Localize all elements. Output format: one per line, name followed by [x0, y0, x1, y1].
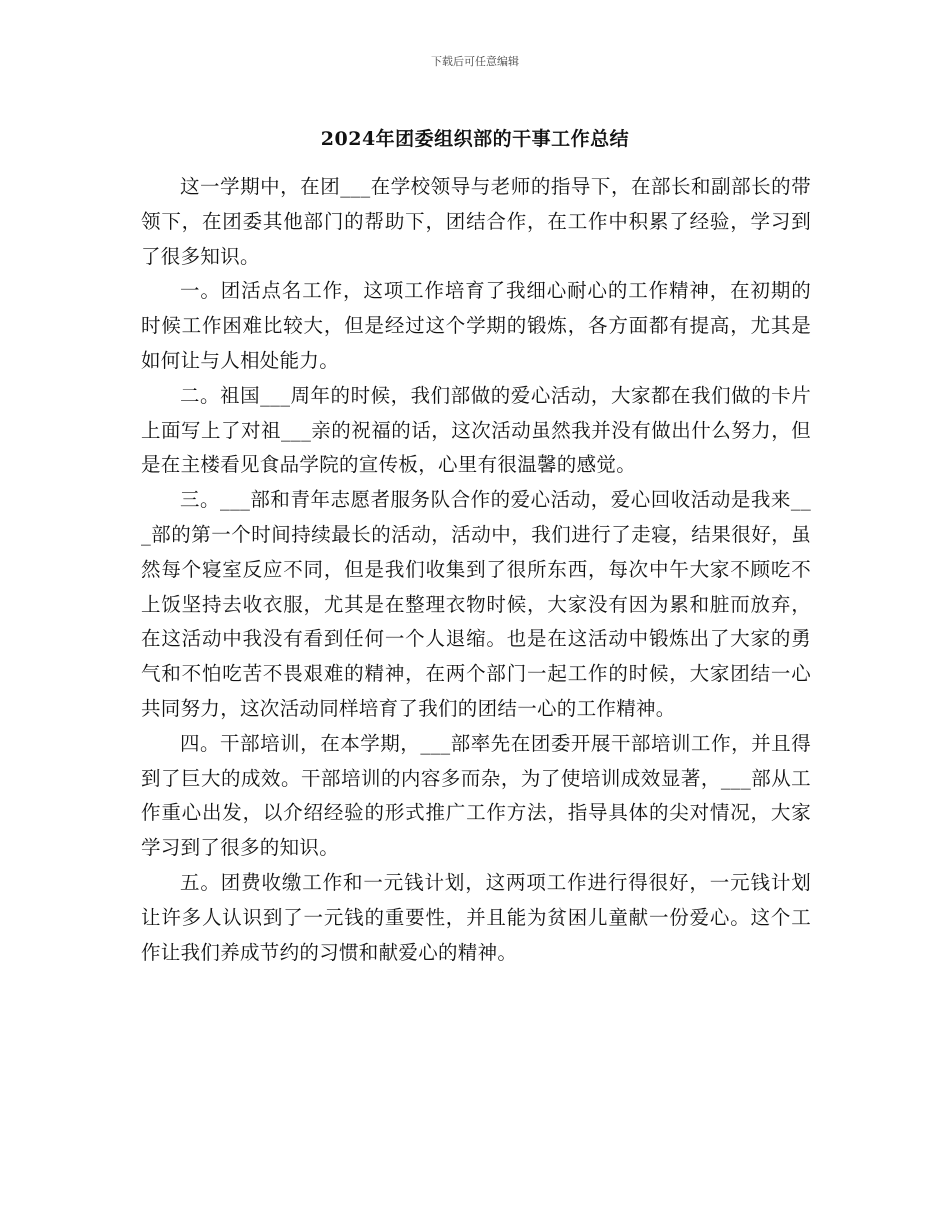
- header-note: 下载后可任意编辑: [431, 55, 519, 68]
- paragraph-item-2: 二。祖国___周年的时候，我们部做的爱心活动，大家都在我们做的卡片上面写上了对祖___亲的祝福的话，这次活动虽然我并没有做出什么努力，但是在主楼看见食品学院的宣传板，心里有很温馨的感觉。: [141, 383, 811, 477]
- paragraph-intro: 这一学期中，在团___在学校领导与老师的指导下，在部长和副部长的带领下，在团委其他部门的帮助下，团结合作，在工作中积累了经验，学习到了很多知识。: [141, 175, 811, 268]
- document-body: [141, 170, 811, 970]
- paragraph-item-5: 五。团费收缴工作和一元钱计划，这两项工作进行得很好，一元钱计划让许多人认识到了一元钱的重要性，并且能为贫困儿童献一份爱心。这个工作让我们养成节约的习惯和献爱心的精神。: [141, 870, 811, 964]
- paragraph-item-3: 三。___部和青年志愿者服务队合作的爱心活动，爱心回收活动是我来___部的第一个时间持续最长的活动，活动中，我们进行了走寝，结果很好，虽然每个寝室反应不同，但是我们收集到了很所东西，每次中午大家不顾吃不上饭坚持去收衣服，尤其是在整理衣物时候，大家没有因为累和脏而放弃，在这活动中我没有看到任何一个人退缩。也是在这活动中锻炼出了大家的勇气和不怕吃苦不畏艰难的精神，在两个部门一起工作的时候，大家团结一心共同努力，这次活动同样培育了我们的团结一心的工作精神。: [141, 488, 811, 720]
- paragraph-item-4: 四。干部培训，在本学期，___部率先在团委开展干部培训工作，并且得到了巨大的成效。干部培训的内容多而杂，为了使培训成效显著，___部从工作重心出发，以介绍经验的形式推广工作方法，指导具体的尖对情况，大家学习到了很多的知识。: [141, 731, 811, 860]
- paragraph-item-1: 一。团活点名工作，这项工作培育了我细心耐心的工作精神，在初期的时候工作困难比较大，但是经过这个学期的锻炼，各方面都有提高，尤其是如何让与人相处能力。: [141, 279, 811, 372]
- document-title: 2024年团委组织部的干事工作总结: [320, 128, 630, 150]
